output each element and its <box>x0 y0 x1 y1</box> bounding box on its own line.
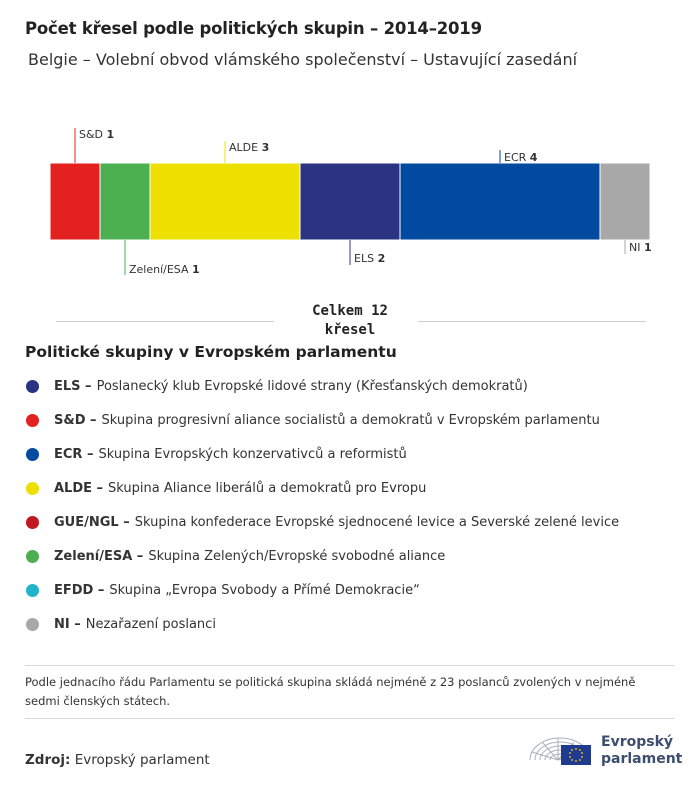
note-divider-bottom <box>25 718 675 719</box>
bar-segment <box>300 163 400 240</box>
legend-dot-icon <box>26 448 39 461</box>
legend-item <box>25 505 685 539</box>
legend-dot-icon <box>26 516 39 529</box>
chart-subtitle: Belgie – Volební obvod vlámského společenství – Ustavující zasedání <box>28 50 578 69</box>
legend-dot-icon <box>26 380 39 393</box>
total-divider-left <box>56 321 274 322</box>
legend-dot-icon <box>26 618 39 631</box>
legend-abbr: Zelení/ESA – <box>54 548 144 564</box>
legend-desc: Poslanecký klub Evropské lidové strany (Křesťanských demokratů) <box>96 378 528 394</box>
bar-label: Zelení/ESA 1 <box>129 263 200 276</box>
legend-dot-icon <box>26 414 39 427</box>
legend-desc: Nezařazení poslanci <box>85 616 216 632</box>
footnote: Podle jednacího řádu Parlamentu se politická skupina skládá nejméně z 23 poslanců zvolených v nejméně sedmi členských státech. <box>25 675 636 708</box>
source-text: Evropský parlament <box>74 752 210 768</box>
bar-label: ELS 2 <box>354 252 386 265</box>
legend-desc: Skupina Evropských konzervativců a reformistů <box>98 446 407 462</box>
logo-wordmark <box>601 734 682 768</box>
legend <box>25 369 685 641</box>
legend-abbr: ECR – <box>54 446 94 462</box>
bar-segment <box>50 163 100 240</box>
bar-label: S&D 1 <box>79 128 115 141</box>
legend-item <box>25 539 685 573</box>
logo-line1: Evropský <box>601 734 674 750</box>
stacked-bar-chart <box>0 110 700 290</box>
bar-segment <box>400 163 600 240</box>
legend-abbr: ELS – <box>54 378 92 394</box>
legend-abbr: GUE/NGL – <box>54 514 130 530</box>
legend-dot-icon <box>26 584 39 597</box>
legend-abbr: ALDE – <box>54 480 104 496</box>
legend-desc: Skupina konfederace Evropské sjednocené levice a Severské zelené levice <box>134 514 620 530</box>
bar-segment <box>600 163 650 240</box>
bar-label: ALDE 3 <box>229 141 270 154</box>
legend-item <box>25 369 685 403</box>
total-seats-label: Celkem 12 křesel <box>312 303 388 338</box>
bar-segment <box>100 163 150 240</box>
legend-abbr: EFDD – <box>54 582 105 598</box>
legend-desc: Skupina progresivní aliance socialistů a demokratů v Evropském parlamentu <box>101 412 600 428</box>
legend-item <box>25 573 685 607</box>
legend-dot-icon <box>26 482 39 495</box>
legend-item <box>25 607 685 641</box>
legend-item <box>25 403 685 437</box>
note-divider-top <box>25 665 675 666</box>
bar-label: NI 1 <box>629 241 652 254</box>
legend-title: Politické skupiny v Evropském parlamentu <box>25 343 397 361</box>
legend-item <box>25 437 685 471</box>
source-label: Zdroj: <box>25 752 71 768</box>
legend-abbr: NI – <box>54 616 81 632</box>
chart-title: Počet křesel podle politických skupin – 2014–2019 <box>25 19 482 38</box>
legend-item <box>25 471 685 505</box>
bar-label: ECR 4 <box>504 151 538 164</box>
bar-segment <box>150 163 300 240</box>
logo-line2: parlament <box>601 751 683 767</box>
source <box>25 752 210 768</box>
legend-abbr: S&D – <box>54 412 97 428</box>
legend-dot-icon <box>26 550 39 563</box>
legend-desc: Skupina Zelených/Evropské svobodné aliance <box>148 548 446 564</box>
total-divider-right <box>418 321 646 322</box>
legend-desc: Skupina Aliance liberálů a demokratů pro Evropu <box>108 480 427 496</box>
legend-desc: Skupina „Evropa Svobody a Přímé Demokracie“ <box>109 582 420 598</box>
